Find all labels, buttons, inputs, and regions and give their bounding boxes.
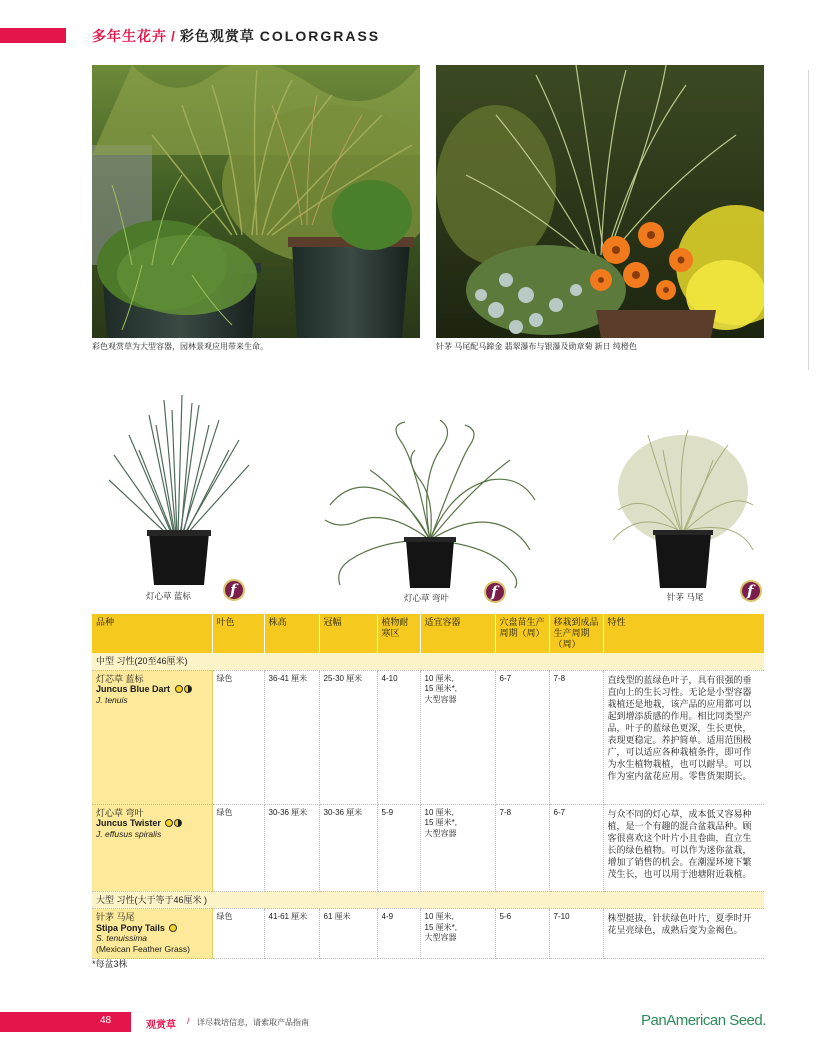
footer-accent-bar <box>0 1012 131 1032</box>
variety-name-cn: 灯心草 弯叶 <box>96 807 144 818</box>
variety-cell <box>92 909 212 959</box>
partial-sun-icon <box>174 819 182 827</box>
leaf-color: 绿色 <box>212 909 264 959</box>
variety-latin: J. tenuis <box>96 694 128 705</box>
variety-name-cn: 灯芯草 蓝标 <box>96 673 144 684</box>
col-header-features: 特性 <box>603 614 764 653</box>
col-header-finish-weeks: 移栽到成品生产周期（周） <box>549 614 603 653</box>
group-title: 大型 习性(大于等于46厘米 ) <box>92 891 764 909</box>
zone: 4-10 <box>377 670 420 804</box>
col-header-variety: 品种 <box>92 614 212 653</box>
fleuroselect-badge-icon: f <box>740 580 762 602</box>
features: 与众不同的灯心草，成本低又容易种植，是一个有趣的混合盆栽品种。顾客很喜欢这个叶片小且卷曲，直立生长的绿色植物。可以作为迷你盆栽，增加了销售的机会。在潮湿环境下繁茂生长，也可以用于池塘附近栽植。 <box>603 804 764 891</box>
plant-image-juncus-blue-dart <box>104 395 254 590</box>
variety-name-cn: 针茅 马尾 <box>96 912 135 922</box>
fleuroselect-badge-icon: f <box>484 581 506 603</box>
finish-weeks: 6-7 <box>549 804 603 891</box>
container-size: 10 厘米, <box>424 912 454 921</box>
variety-cell <box>92 670 212 804</box>
container-size: 大型容器 <box>424 694 457 704</box>
header-title-en: COLORGRASS <box>259 28 381 44</box>
header-category: 多年生花卉 <box>92 28 167 44</box>
table-header-row <box>92 614 764 653</box>
col-header-leaf-color: 叶色 <box>212 614 264 653</box>
brand-logo: PanAmerican Seed. <box>641 1012 766 1029</box>
finish-weeks: 7-8 <box>549 670 603 804</box>
footer-note: 详尽栽培信息，请索取产品指南 <box>197 1018 309 1027</box>
table-row <box>92 804 764 891</box>
leaf-color: 绿色 <box>212 670 264 804</box>
variety-name-en: Juncus Blue Dart <box>96 684 171 694</box>
container-size: 10 厘米, <box>424 673 454 683</box>
col-header-zone: 植物耐寒区 <box>377 614 420 653</box>
container-size: 大型容器 <box>424 933 457 942</box>
variety-name-en: Juncus Twister <box>96 818 161 828</box>
variety-latin: J. effusus spiralis <box>96 828 162 839</box>
col-header-height: 株高 <box>264 614 319 653</box>
height: 41-61 厘米 <box>264 909 319 959</box>
container-size: 10 厘米, <box>424 807 454 817</box>
header-accent-bar <box>0 28 66 43</box>
footnote: *每盆3株 <box>92 959 128 969</box>
header-separator: / <box>171 28 176 44</box>
col-header-spread: 冠幅 <box>319 614 377 653</box>
plant-image-stipa-pony-tails <box>608 430 758 590</box>
photo-container-planting <box>92 65 420 338</box>
variety-common-name: (Mexican Feather Grass) <box>96 943 190 954</box>
variety-cell <box>92 804 212 891</box>
margin-rule <box>808 70 809 370</box>
containers <box>420 670 495 804</box>
features: 株型挺拔，针状绿色叶片，夏季时开花呈亮绿色，成熟后变为金褐色。 <box>603 909 764 959</box>
height: 36-41 厘米 <box>264 670 319 804</box>
photo-caption-left: 彩色观赏草为大型容器，园林景观应用带来生命。 <box>92 342 268 351</box>
containers <box>420 909 495 959</box>
features: 直线型的蓝绿色叶子，具有很强的垂直向上的生长习性。无论是小型容器栽植还是地栽，该产品的应用都可以起到增添质感的作用。相比同类型产品，叶子的蓝绿色更深，生长更快，表现更稳定。养护简单。适用范围极广，可以适应各种栽植条件，即可作为水生植物栽植，也可以耐旱。可以作为室内盆花应用。零售货架期长。 <box>603 670 764 804</box>
plug-weeks: 6-7 <box>495 670 549 804</box>
table-row <box>92 670 764 804</box>
plant-label-juncus-blue-dart: 灯心草 蓝标 <box>146 591 191 601</box>
header-title-cn: 彩色观赏草 <box>179 28 255 44</box>
variety-name-en: Stipa Pony Tails <box>96 922 165 933</box>
plug-weeks: 7-8 <box>495 804 549 891</box>
container-size: 大型容器 <box>424 828 457 838</box>
col-header-containers: 适宜容器 <box>420 614 495 653</box>
plant-image-juncus-twister <box>320 420 540 590</box>
page-header <box>92 26 380 46</box>
group-row-large <box>92 891 764 909</box>
variety-latin: S. tenuissima <box>96 933 148 943</box>
spread: 61 厘米 <box>319 909 377 959</box>
spread: 30-36 厘米 <box>319 804 377 891</box>
photo-container-mix <box>436 65 764 338</box>
container-size: 15 厘米*, <box>424 818 457 827</box>
variety-table <box>92 614 765 959</box>
table-row <box>92 909 764 959</box>
container-size: 15 厘米*, <box>424 684 457 693</box>
sun-icon <box>175 685 183 693</box>
photo-caption-right: 针茅 马尾配马蹄金 翡翠瀑布与银瀑及勋章菊 新日 纯橙色 <box>436 342 637 351</box>
containers <box>420 804 495 891</box>
zone: 4-9 <box>377 909 420 959</box>
spread: 25-30 厘米 <box>319 670 377 804</box>
partial-sun-icon <box>184 685 192 693</box>
col-header-plug-weeks: 穴盘苗生产周期（周） <box>495 614 549 653</box>
finish-weeks: 7-10 <box>549 909 603 959</box>
footer-separator: / <box>187 1016 190 1026</box>
height: 30-36 厘米 <box>264 804 319 891</box>
sun-icon <box>165 819 173 827</box>
plant-label-stipa-pony-tails: 针茅 马尾 <box>667 592 704 602</box>
plug-weeks: 5-6 <box>495 909 549 959</box>
container-size: 15 厘米*, <box>424 922 457 932</box>
plant-label-juncus-twister: 灯心草 弯叶 <box>404 593 449 603</box>
group-title: 中型 习性(20至46厘米) <box>92 653 764 670</box>
group-row-medium <box>92 653 764 670</box>
leaf-color: 绿色 <box>212 804 264 891</box>
fleuroselect-badge-icon: f <box>223 579 245 601</box>
zone: 5-9 <box>377 804 420 891</box>
sun-icon <box>169 924 177 932</box>
footer-category: 观赏草 <box>146 1020 176 1031</box>
page-number: 48 <box>100 1015 112 1026</box>
